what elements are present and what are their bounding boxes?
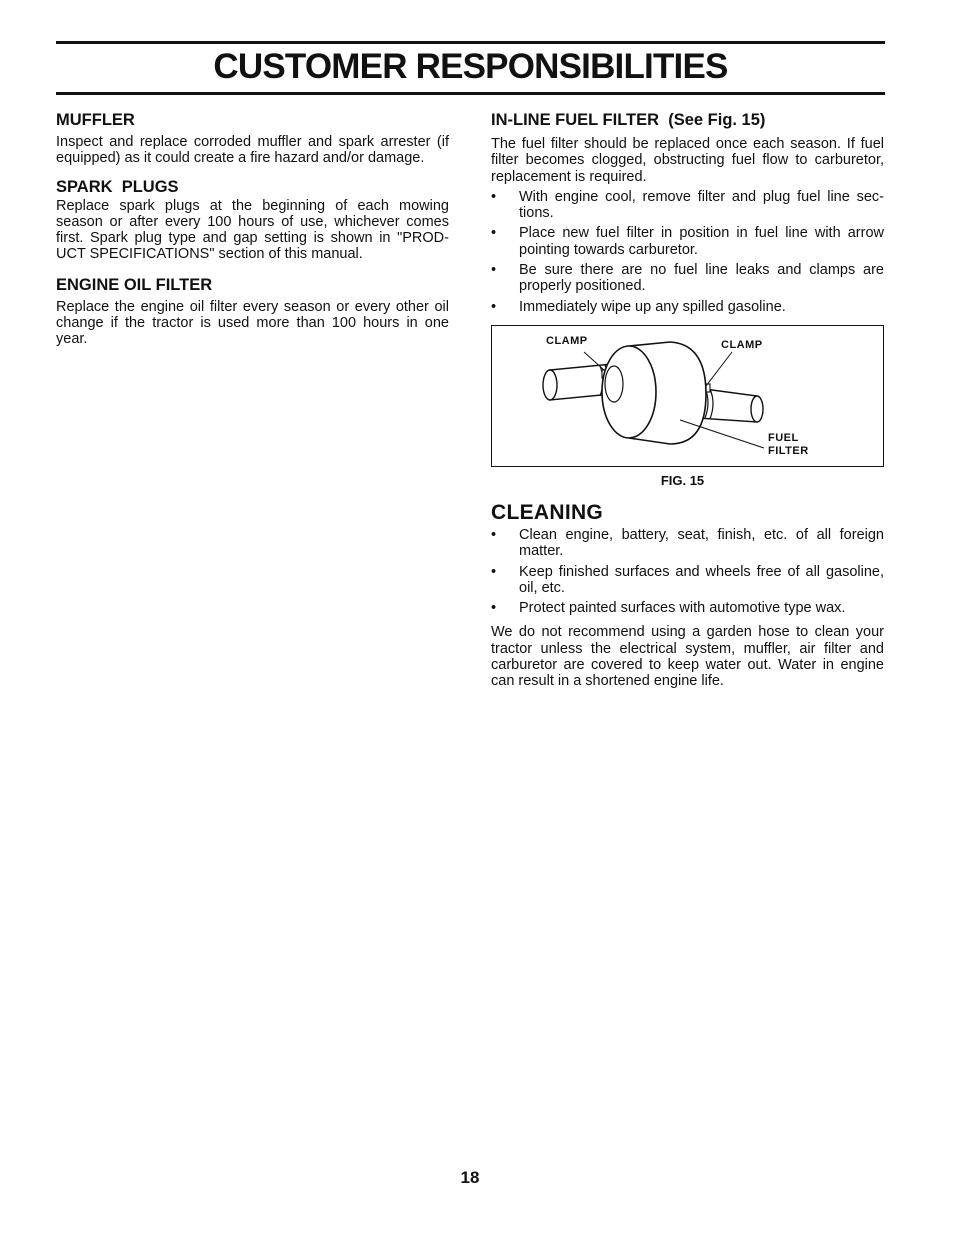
header-rule-bottom <box>56 92 885 95</box>
fig-15-caption: FIG. 15 <box>660 472 705 488</box>
fuel-filter-list <box>491 189 884 315</box>
list-item: • Place new fuel filter in position in fuel line with arrow pointing towards carburetor. <box>491 225 884 258</box>
bullet-icon: • <box>491 298 497 315</box>
page-number: 18 <box>460 1168 480 1187</box>
engine-oil-filter-heading: ENGINE OIL FILTER <box>56 275 213 294</box>
clamp-right-label: CLAMP <box>721 338 763 351</box>
fuel-filter-heading: IN-LINE FUEL FILTER (See Fig. 15) <box>491 111 766 129</box>
spark-plugs-heading: SPARK PLUGS <box>56 177 179 196</box>
filter-label: FILTER <box>768 444 809 457</box>
header-rule-top <box>56 41 885 44</box>
right-column <box>491 110 884 690</box>
bullet-icon: • <box>491 262 497 279</box>
bullet-icon: • <box>491 600 497 617</box>
list-item: • Be sure there are no fuel line leaks and clamps are properly positioned. <box>491 262 884 295</box>
spark-plugs-section <box>56 177 449 263</box>
fig-15-frame <box>491 325 884 467</box>
muffler-section <box>56 110 449 167</box>
list-item: • Protect painted surfaces with automotive type wax. <box>491 600 846 617</box>
engine-oil-filter-text: Replace the engine oil filter every season or every other oil change if the tractor is used more than 100 hours in one year. <box>56 298 449 348</box>
list-item: • Clean engine, battery, seat, finish, etc. of all foreign matter. <box>491 526 884 560</box>
cleaning-list <box>491 527 884 616</box>
cleaning-heading: CLEANING <box>491 500 604 524</box>
left-column <box>56 110 449 356</box>
list-item: • Keep finished surfaces and wheels free of all gasoline, oil, etc. <box>491 563 884 596</box>
muffler-heading: MUFFLER <box>56 111 135 129</box>
fuel-filter-illustration <box>492 326 883 466</box>
fuel-filter-intro: The fuel filter should be replaced once each season. If fuel filter becomes clogged, obstructing fuel flow to carburetor, replacement is required. <box>491 136 884 185</box>
spark-plugs-text: Replace spark plugs at the beginning of each mowing season or after every 100 hours of use, whichever comes first. Spark plug type and gap setting is shown in "PROD-UCT SPECIFICATIONS" section of this manual. <box>56 197 449 263</box>
list-item: • Immediately wipe up any spilled gasoline. <box>491 298 786 315</box>
muffler-text: Inspect and replace corroded muffler and spark arrester (if equipped) as it could create a fire hazard and/or damage. <box>56 134 449 167</box>
fuel-label: FUEL <box>768 431 799 444</box>
page-title: CUSTOMER RESPONSIBILITIES <box>213 47 728 86</box>
bullet-icon: • <box>491 188 497 205</box>
engine-oil-filter-section <box>56 275 449 348</box>
cleaning-text: We do not recommend using a garden hose to clean your tractor unless the electrical system, muffler, air filter and carburetor are covered to keep water out. Water in engine can result in a shortened engine life. <box>491 624 884 690</box>
bullet-icon: • <box>491 563 497 580</box>
fuel-filter-section <box>491 110 884 315</box>
list-item: • With engine cool, remove filter and plug fuel line sec-tions. <box>491 188 884 222</box>
bullet-icon: • <box>491 225 497 242</box>
cleaning-section <box>491 501 884 690</box>
clamp-left-label: CLAMP <box>546 334 588 347</box>
bullet-icon: • <box>491 526 497 543</box>
